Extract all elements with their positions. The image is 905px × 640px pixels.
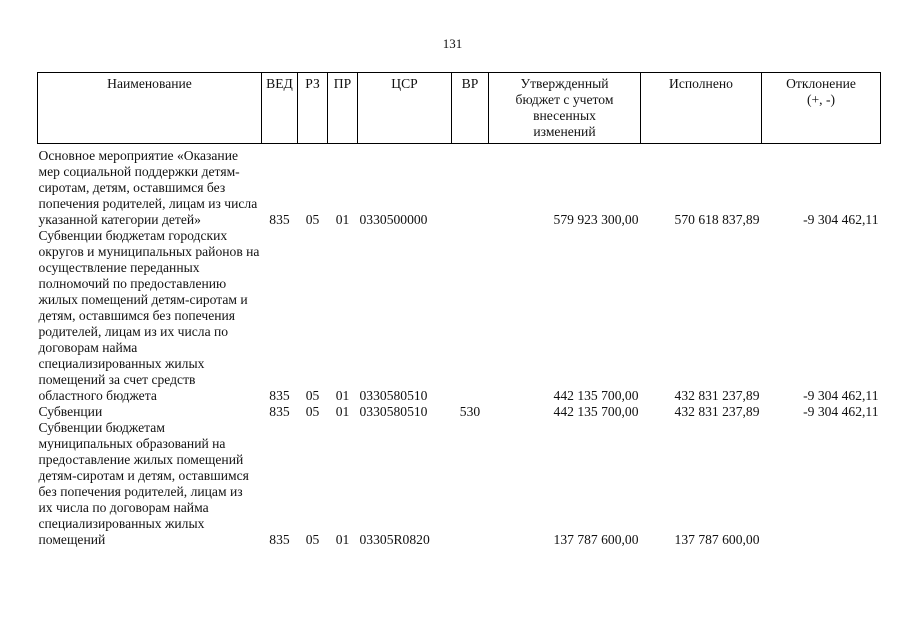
- table-row: [38, 420, 881, 548]
- row-pr: 01: [335, 388, 350, 403]
- row-ved: 835: [269, 532, 290, 547]
- row-approved: 442 135 700,00: [553, 388, 639, 403]
- row-deviation: -9 304 462,11: [803, 388, 879, 403]
- row-vr: [452, 144, 489, 229]
- row-name: Основное мероприятие «Оказание мер социальной поддержки детям-сиротам, детям, оставшимся без попечения родителей, лицам из числа указанной категории детей»: [38, 148, 258, 227]
- budget-execution-table: [37, 72, 881, 548]
- row-name: Субвенции: [38, 404, 103, 419]
- header-csr: ЦСР: [358, 73, 452, 144]
- row-executed: 432 831 237,89: [674, 388, 760, 403]
- header-approved: Утвержденный бюджет с учетом внесенных изменений: [489, 73, 641, 144]
- row-csr: 0330580510: [359, 404, 428, 419]
- row-approved: 137 787 600,00: [553, 532, 639, 547]
- row-ved: 835: [269, 404, 290, 419]
- row-deviation: -9 304 462,11: [803, 212, 879, 227]
- table-row: [38, 228, 881, 404]
- row-rz: 05: [305, 388, 320, 403]
- header-ved: ВЕД: [262, 73, 298, 144]
- row-ved: 835: [269, 212, 290, 227]
- header-vr: ВР: [452, 73, 489, 144]
- page-number: 131: [442, 36, 463, 51]
- row-vr: [452, 228, 489, 404]
- row-csr: 0330580510: [359, 388, 428, 403]
- row-approved: 442 135 700,00: [553, 404, 639, 419]
- row-rz: 05: [305, 404, 320, 419]
- row-deviation: [762, 420, 881, 548]
- row-executed: 137 787 600,00: [674, 532, 760, 547]
- row-name: Субвенции бюджетам городских округов и муниципальных районов на осуществление переданных полномочий по предоставлению жилых помещений детям-сиротам и детям, оставшимся без попечения родителей, лицам из их числа по договорам найма специализированных жилых помещений за счет средств областного бюджета: [38, 228, 260, 403]
- header-rz: РЗ: [298, 73, 328, 144]
- table-header-row: [38, 73, 881, 144]
- row-vr: [452, 420, 489, 548]
- row-deviation: -9 304 462,11: [803, 404, 879, 419]
- header-executed: Исполнено: [641, 73, 762, 144]
- row-name: Субвенции бюджетам муниципальных образований на предоставление жилых помещений детям-сиротам и детям, оставшимся без попечения родителей, лицам из их числа по договорам найма специализированных жилых помещений: [38, 420, 249, 547]
- row-vr: 530: [459, 404, 481, 419]
- row-csr: 0330500000: [359, 212, 428, 227]
- header-deviation: Отклонение (+, -): [762, 73, 881, 144]
- table-row: [38, 144, 881, 229]
- row-rz: 05: [305, 532, 320, 547]
- row-executed: 570 618 837,89: [674, 212, 760, 227]
- row-approved: 579 923 300,00: [553, 212, 639, 227]
- header-name: Наименование: [38, 73, 262, 144]
- header-pr: ПР: [328, 73, 358, 144]
- row-pr: 01: [335, 212, 350, 227]
- row-pr: 01: [335, 532, 350, 547]
- row-rz: 05: [305, 212, 320, 227]
- row-pr: 01: [335, 404, 350, 419]
- row-ved: 835: [269, 388, 290, 403]
- table-row: [38, 404, 881, 420]
- row-executed: 432 831 237,89: [674, 404, 760, 419]
- row-csr: 03305R0820: [359, 532, 430, 547]
